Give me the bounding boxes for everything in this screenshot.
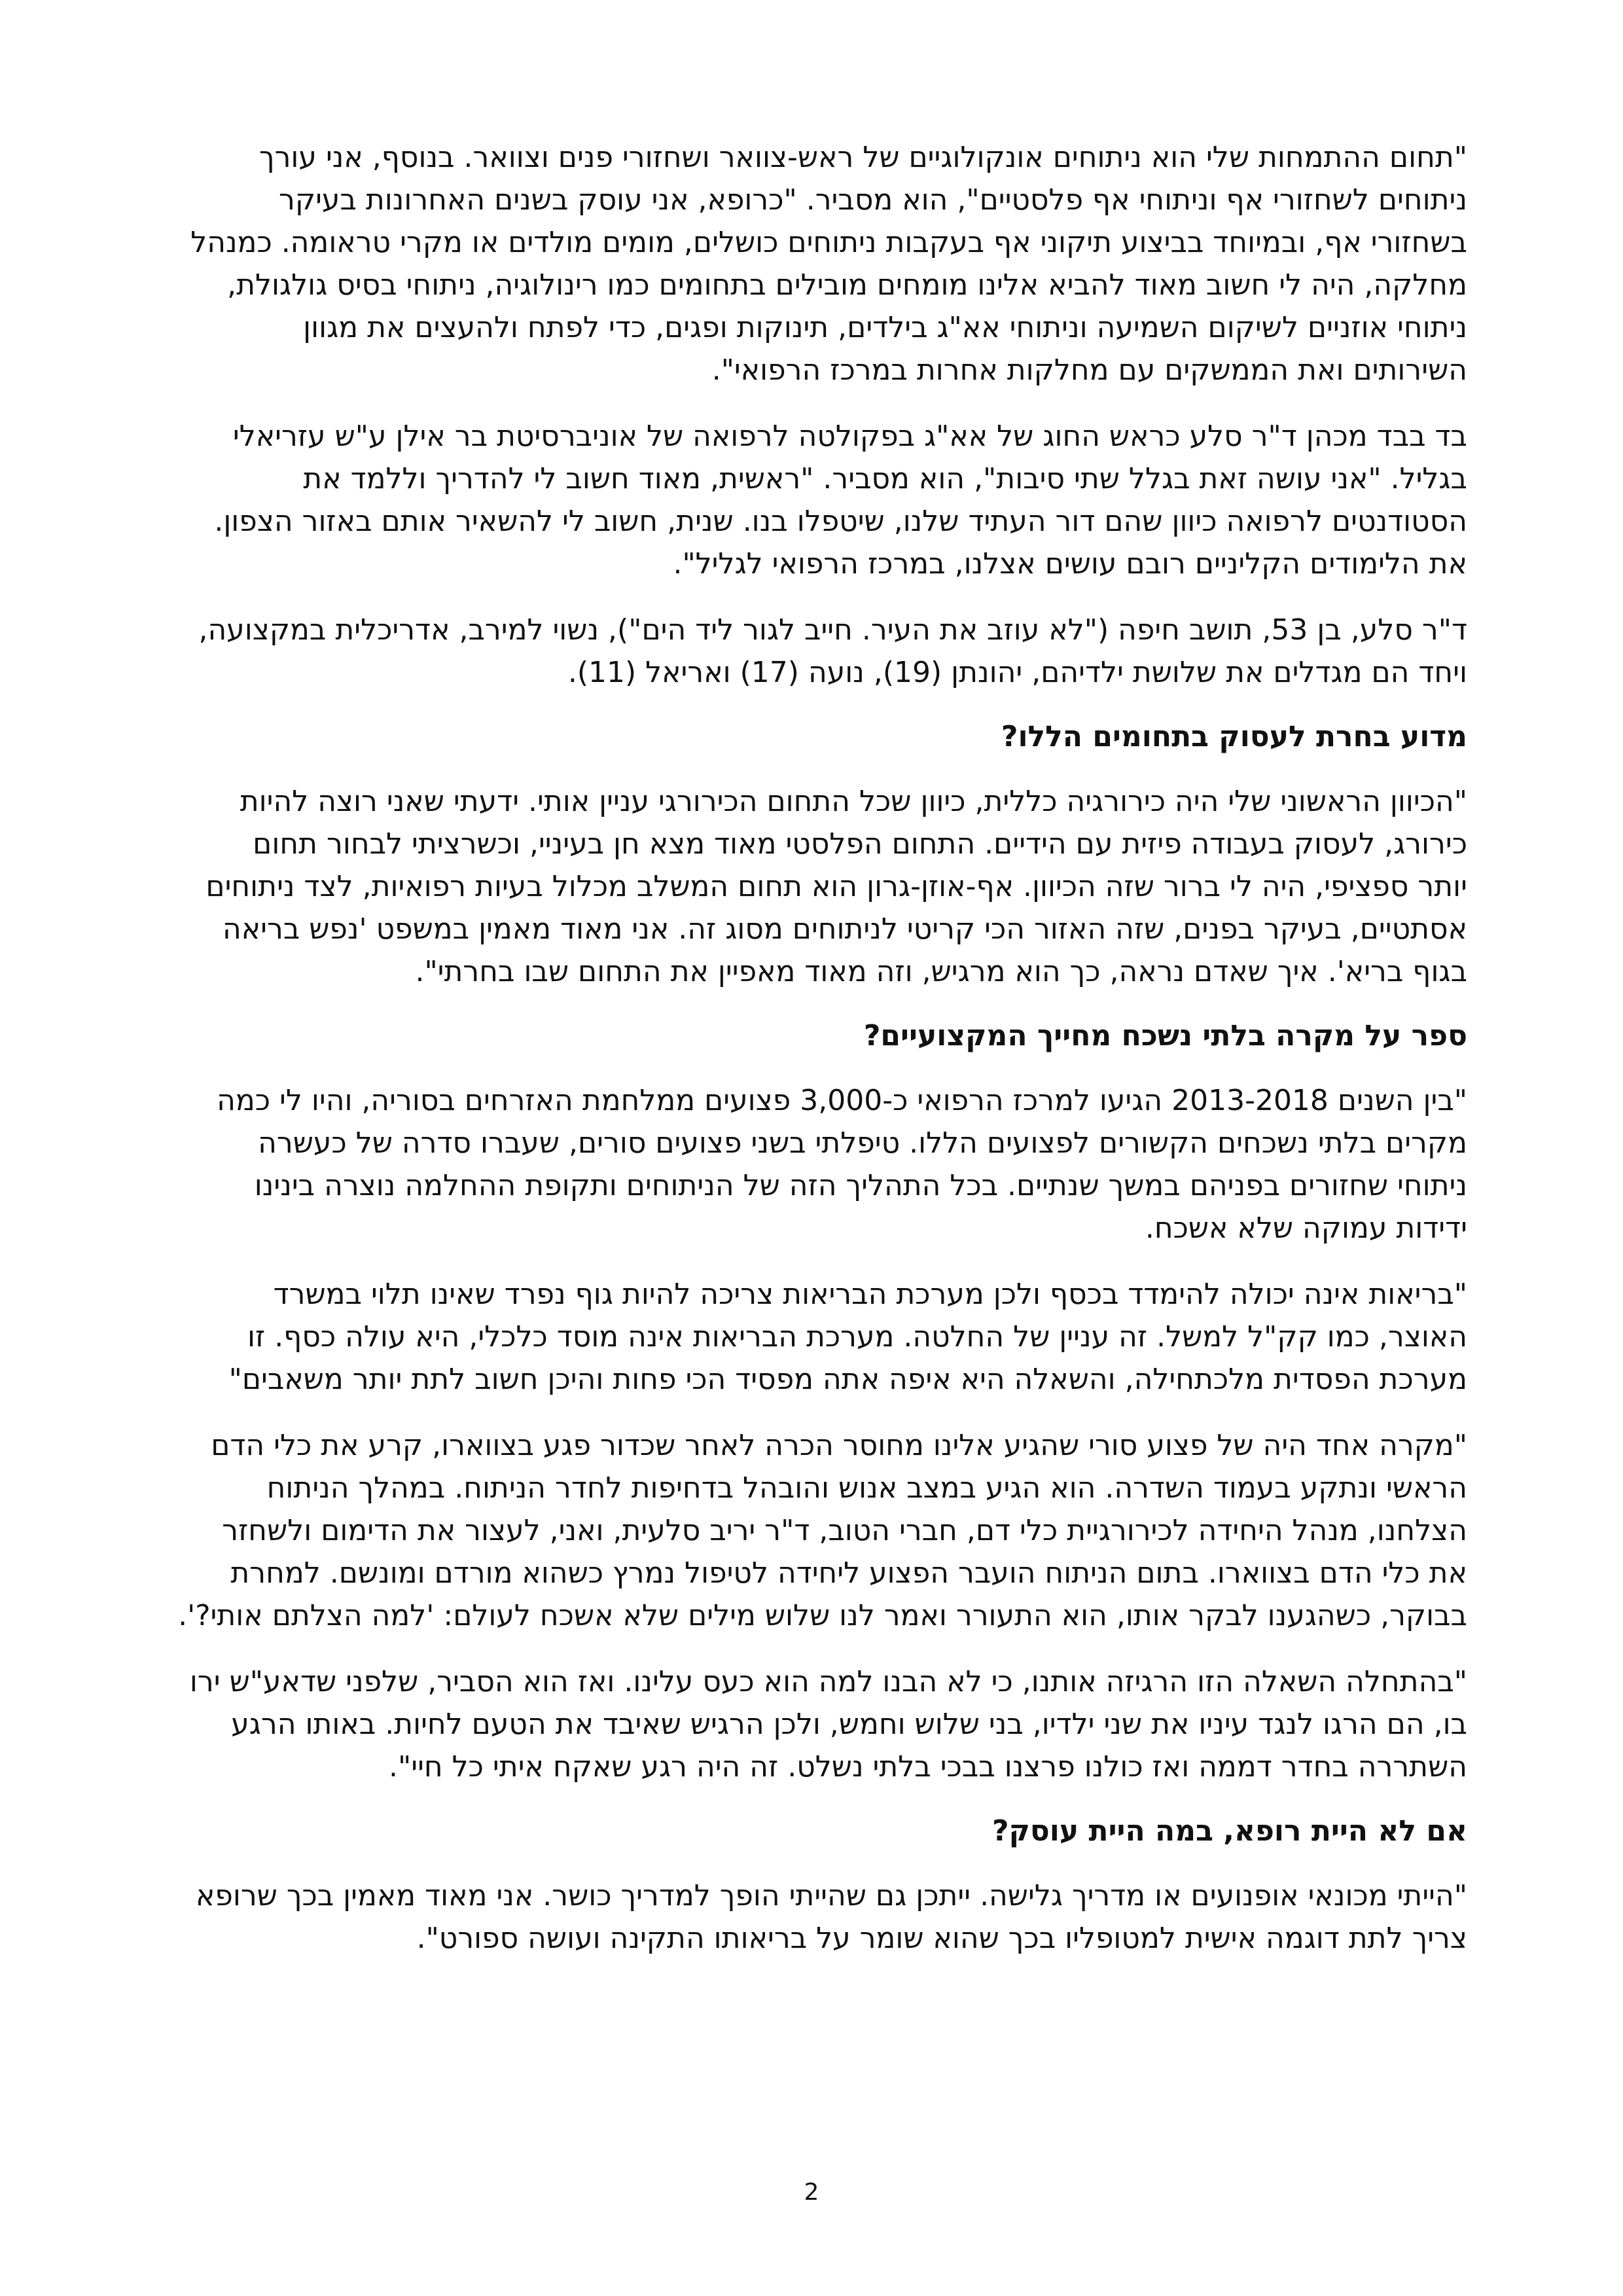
document-page bbox=[158, 136, 1467, 1983]
paragraph-personal: ד"ר סלע, בן 53, תושב חיפה ("לא עוזב את העיר. חייב לגור ליד הים"), נשוי למירב, אדריכלית במקצועה, ויחד הם מגדלים את שלושת ילדיהם, יהונתן (19), נועה (17) ואריאל (11). bbox=[198, 613, 1467, 689]
paragraph-faculty: בד בבד מכהן ד"ר סלע כראש החוג של אא"ג בפקולטה לרפואה של אוניברסיטת בר אילן ע"ש עזריאלי בגליל. "אני עושה זאת בגלל שתי סיבות", הוא מסביר. "ראשית, מאוד חשוב לי להדריך וללמד את הסטודנטים לרפואה כיוון שהם דור העתיד שלנו, שיטפלו בנו. שנית, חשוב לי להשאיר אותם באזור הצפון. את הלימודים הקליניים רובם עושים אצלנו, במרכז הרפואי לגליל". bbox=[214, 420, 1467, 581]
heading-why-field: מדוע בחרת לעסוק בתחומים הללו? bbox=[1001, 720, 1467, 753]
paragraph-case-story: "מקרה אחד היה של פצוע סורי שהגיע אלינו מחוסר הכרה לאחר שכדור פגע בצווארו, קרע את כלי הדם הראשי ונתקע בעמוד השדרה. הוא הגיע במצב אנוש והובהל בדחיפות לחדר הניתוח. במהלך הניתוח הצלחנו, מנהל היחידה לכירורגיית כלי דם, חברי הטוב, ד"ר יריב סלעית, ואני, לעצור את הדימום ולשחזר את כלי הדם בצווארו. בתום הניתוח הועבר הפצוע ליחידה לטיפול נמרץ כשהוא מורדם ומונשם. למחרת בבוקר, כשהגענו לבקר אותו, הוא התעורר ואמר לנו שלוש מילים שלא אשכח לעולם: 'למה הצלתם אותי?'. bbox=[178, 1429, 1467, 1632]
paragraph-specialty: "תחום ההתמחות שלי הוא ניתוחים אונקולוגיים של ראש-צוואר ושחזורי פנים וצוואר. בנוסף, אני עורך ניתוחים לשחזורי אף וניתוחי אף פלסטיים", הוא מסביר. "כרופא, אני עוסק בשנים האחרונות בעיקר בשחזורי אף, ובמיוחד בביצוע תיקוני אף בעקבות ניתוחים כושלים, מומים מולדים או מקרי טראומה. כמנהל מחלקה, היה לי חשוב מאוד להביא אלינו מומחים מובילים בתחומים כמו רינולוגיה, ניתוחי בסיס גולגולת, ניתוחי אוזניים לשיקום השמיעה וניתוחי אא"ג בילדים, תינוקות ופגים, כדי לפתח ולהעצים את מגוון השירותים ואת הממשקים עם מחלקות אחרות במרכז הרפואי". bbox=[190, 141, 1467, 387]
page-number: 2 bbox=[804, 2179, 819, 2206]
heading-unforgettable-case: ספר על מקרה בלתי נשכח מחייך המקצועיים? bbox=[863, 1019, 1467, 1052]
paragraph-health-system: "בריאות אינה יכולה להימדד בכסף ולכן מערכת הבריאות צריכה להיות גוף נפרד שאינו תלוי במשרד האוצר, כמו קק"ל למשל. זה עניין של החלטה. מערכת הבריאות אינה מוסד כלכלי, היא עולה כסף. זו מערכת הפסדית מלכתחילה, והשאלה היא איפה אתה מפסיד הכי פחות והיכן חשוב לתת יותר משאבים" bbox=[228, 1278, 1467, 1396]
paragraph-why-field-answer: "הכיוון הראשוני שלי היה כירורגיה כללית, כיוון שכל התחום הכירורגי עניין אותי. ידעתי שאני רוצה להיות כירורג, לעסוק בעבודה פיזית עם הידיים. התחום הפלסטי מאוד מצא חן בעיניי, וכשרציתי לבחור תחום יותר ספציפי, היה לי ברור שזה הכיוון. אף-אוזן-גרון הוא תחום המשלב מכלול בעיות רפואיות, לצד ניתוחים אסתטיים, בעיקר בפנים, שזה האזור הכי קריטי לניתוחים מסוג זה. אני מאוד מאמין במשפט 'נפש בריאה בגוף בריא'. איך שאדם נראה, כך הוא מרגיש, וזה מאוד מאפיין את התחום שבו בחרתי". bbox=[205, 785, 1467, 988]
paragraph-alternative-career-answer: "הייתי מכונאי אופנועים או מדריך גלישה. ייתכן גם שהייתי הופך למדריך כושר. אני מאוד מאמין בכך שרופא צריך לתת דוגמה אישית למטופליו בכך שהוא שומר על בריאותו התקינה ועושה ספורט". bbox=[195, 1879, 1467, 1955]
paragraph-case-aftermath: "בהתחלה השאלה הזו הרגיזה אותנו, כי לא הבנו למה הוא כעס עלינו. ואז הוא הסביר, שלפני שדאע"ש ירו בו, הם הרגו לנגד עיניו את שני ילדיו, בני שלוש וחמש, ולכן הרגיש שאיבד את הטעם לחיות. באותו הרגע השתררה בחדר דממה ואז כולנו פרצנו בבכי בלתי נשלט. זה היה רגע שאקח איתי כל חיי". bbox=[189, 1665, 1467, 1784]
paragraph-syrian-wounded: "בין השנים 2013-2018 הגיעו למרכז הרפואי כ-3,000 פצועים ממלחמת האזרחים בסוריה, והיו לי כמה מקרים בלתי נשכחים הקשורים לפצועים הללו. טיפלתי בשני פצועים סורים, שעברו סדרה של כעשרה ניתוחי שחזורים בפניהם במשך שנתיים. בכל התהליך הזה של הניתוחים ותקופת ההחלמה נוצרה בינינו ידידות עמוקה שלא אשכח. bbox=[217, 1084, 1467, 1245]
heading-alternative-career: אם לא היית רופא, במה היית עוסק? bbox=[991, 1814, 1467, 1848]
